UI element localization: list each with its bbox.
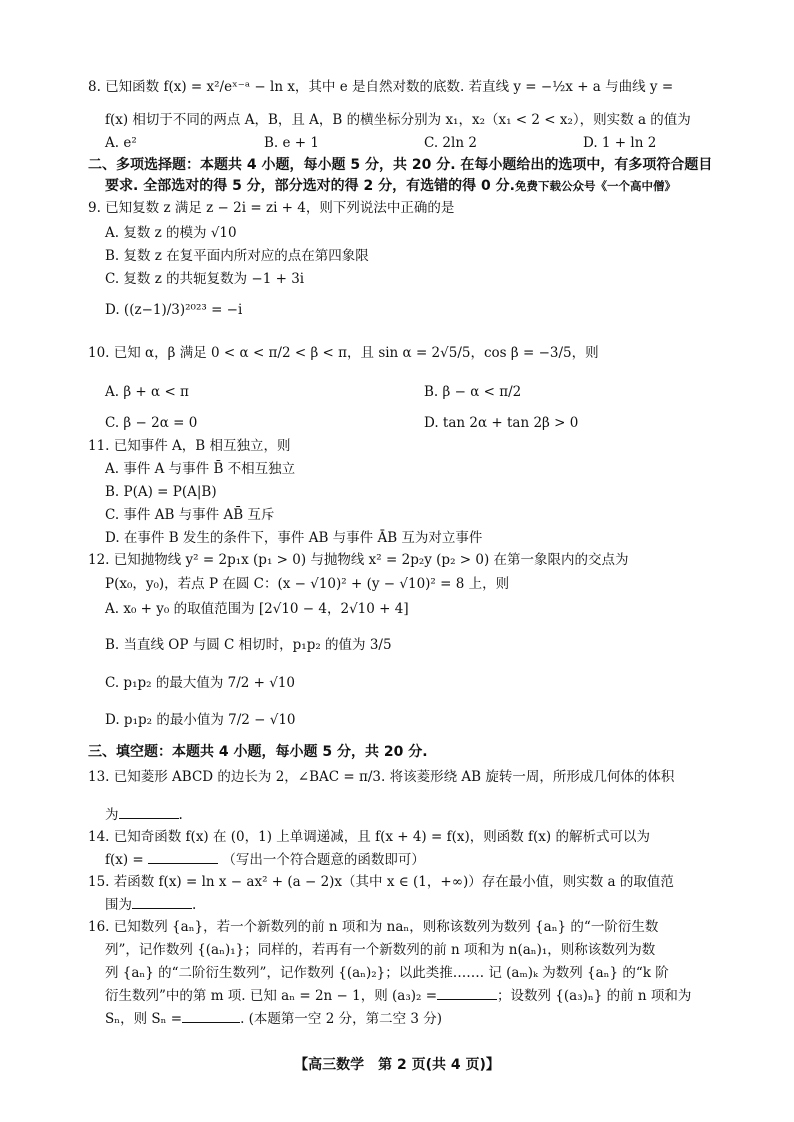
q15-line2-suffix: . <box>192 897 197 913</box>
q10-stem: 10. 已知 α，β 满足 0 < α < π/2 < β < π，且 sin α = 2√5/5，cos β = −3/5，则 <box>88 345 599 361</box>
q11-option-d: D. 在事件 B 发生的条件下，事件 AB 与事件 ĀB 互为对立事件 <box>105 530 483 546</box>
q12-option-d: D. p₁p₂ 的最小值为 7/2 − √10 <box>105 712 296 728</box>
q16-line5-suffix: . (本题第一空 2 分，第二空 3 分) <box>240 1011 443 1027</box>
q15-line2 <box>105 896 196 914</box>
q14-line2-suffix: （写出一个符合题意的函数即可） <box>222 852 425 868</box>
q15-line1: 15. 若函数 f(x) = ln x − ax² + (a − 2)x（其中 x ∈ (1，+∞)）存在最小值，则实数 a 的取值范 <box>88 874 674 890</box>
q12-line2: P(x₀，y₀)，若点 P 在圆 C：(x − √10)² + (y − √10)² = 8 上，则 <box>105 576 510 592</box>
q15-answer-blank[interactable] <box>132 896 192 909</box>
q10-option-c: C. β − 2α = 0 <box>105 415 198 431</box>
q10-option-b: B. β − α < π/2 <box>424 384 522 400</box>
q16-line2: 列”，记作数列 {(aₙ)₁}；同样的，若再有一个新数列的前 n 项和为 n(aₙ)₁，则称该数列为数 <box>105 942 656 958</box>
q14-line2-prefix: f(x) = <box>105 852 144 868</box>
q16-line4-suffix: ；设数列 {(a₃)ₙ} 的前 n 项和为 <box>497 988 692 1004</box>
q8-option-b: B. e + 1 <box>264 135 319 151</box>
q10-option-a: A. β + α < π <box>105 384 189 400</box>
q12-line1: 12. 已知抛物线 y² = 2p₁x (p₁ > 0) 与抛物线 x² = 2p₂y (p₂ > 0) 在第一象限内的交点为 <box>88 552 629 568</box>
q13-line1: 13. 已知菱形 ABCD 的边长为 2，∠BAC = π/3. 将该菱形绕 AB 旋转一周，所形成几何体的体积 <box>88 769 675 785</box>
section2-heading-line1: 二、多项选择题：本题共 4 小题，每小题 5 分，共 20 分. 在每小题给出的选项中，有多项符合题目 <box>88 157 713 173</box>
q11-option-b: B. P(A) = P(A|B) <box>105 484 217 500</box>
q16-line1: 16. 已知数列 {aₙ}，若一个新数列的前 n 项和为 naₙ，则称该数列为数列 {aₙ} 的“一阶衍生数 <box>88 919 659 935</box>
q9-option-c: C. 复数 z 的共轭复数为 −1 + 3i <box>105 271 305 287</box>
q16-line5 <box>105 1010 442 1028</box>
q16-answer-blank-2[interactable] <box>182 1010 240 1023</box>
q16-line3: 列 {aₙ} 的“二阶衍生数列”，记作数列 {(aₙ)₂}；以此类推……. 记 (aₘ)ₖ 为数列 {aₙ} 的“k 阶 <box>105 965 669 981</box>
q14-line2 <box>105 851 425 869</box>
q13-line2-prefix: 为 <box>105 807 119 823</box>
q8-option-d: D. 1 + ln 2 <box>583 135 657 151</box>
q11-option-c: C. 事件 AB 与事件 AB̄ 互斥 <box>105 507 275 523</box>
q16-line4 <box>105 987 691 1005</box>
q8-line1: 8. 已知函数 f(x) = x²/eˣ⁻ᵃ − ln x，其中 e 是自然对数的底数. 若直线 y = −½x + a 与曲线 y = <box>88 79 674 95</box>
q9-option-b: B. 复数 z 在复平面内所对应的点在第四象限 <box>105 248 369 264</box>
q10-option-d: D. tan 2α + tan 2β > 0 <box>424 415 579 431</box>
section2-heading-text: 要求. 全部选对的得 5 分，部分选对的得 2 分，有选错的得 0 分. <box>105 178 515 194</box>
q11-stem: 11. 已知事件 A，B 相互独立，则 <box>88 438 291 454</box>
q16-line4-prefix: 衍生数列”中的第 m 项. 已知 aₙ = 2n − 1，则 (a₃)₂ = <box>105 988 438 1004</box>
page-footer: 【高三数学 第 2 页(共 4 页)】 <box>294 1057 500 1073</box>
q8-option-a: A. e² <box>105 135 137 151</box>
q16-answer-blank-1[interactable] <box>437 987 497 1000</box>
q13-line2 <box>105 806 183 824</box>
q16-line5-prefix: Sₙ，则 Sₙ = <box>105 1011 183 1027</box>
q12-option-b: B. 当直线 OP 与圆 C 相切时，p₁p₂ 的值为 3/5 <box>105 637 392 653</box>
q11-option-a: A. 事件 A 与事件 B̄ 不相互独立 <box>105 461 296 477</box>
section3-heading: 三、填空题：本题共 4 小题，每小题 5 分，共 20 分. <box>88 744 428 760</box>
q8-option-c: C. 2ln 2 <box>424 135 477 151</box>
q15-line2-prefix: 围为 <box>105 897 132 913</box>
q12-option-c: C. p₁p₂ 的最大值为 7/2 + √10 <box>105 675 296 691</box>
q8-line2: f(x) 相切于不同的两点 A，B，且 A，B 的横坐标分别为 x₁，x₂（x₁ < 2 < x₂），则实数 a 的值为 <box>105 112 691 128</box>
q14-answer-blank[interactable] <box>148 851 218 864</box>
q13-line2-suffix: . <box>178 807 183 823</box>
q9-stem: 9. 已知复数 z 满足 z − 2i = zi + 4，则下列说法中正确的是 <box>88 200 455 216</box>
promo-note: 免费下载公众号《一个高中僧》 <box>514 179 676 193</box>
q14-line1: 14. 已知奇函数 f(x) 在 (0，1) 上单调递减，且 f(x + 4) = f(x)，则函数 f(x) 的解析式可以为 <box>88 829 650 845</box>
section2-heading-line2 <box>105 177 676 195</box>
q9-option-d: D. ((z−1)/3)²⁰²³ = −i <box>105 302 243 318</box>
q13-answer-blank[interactable] <box>119 806 179 819</box>
q12-option-a: A. x₀ + y₀ 的取值范围为 [2√10 − 4，2√10 + 4] <box>105 601 409 617</box>
q9-option-a: A. 复数 z 的模为 √10 <box>105 225 237 241</box>
